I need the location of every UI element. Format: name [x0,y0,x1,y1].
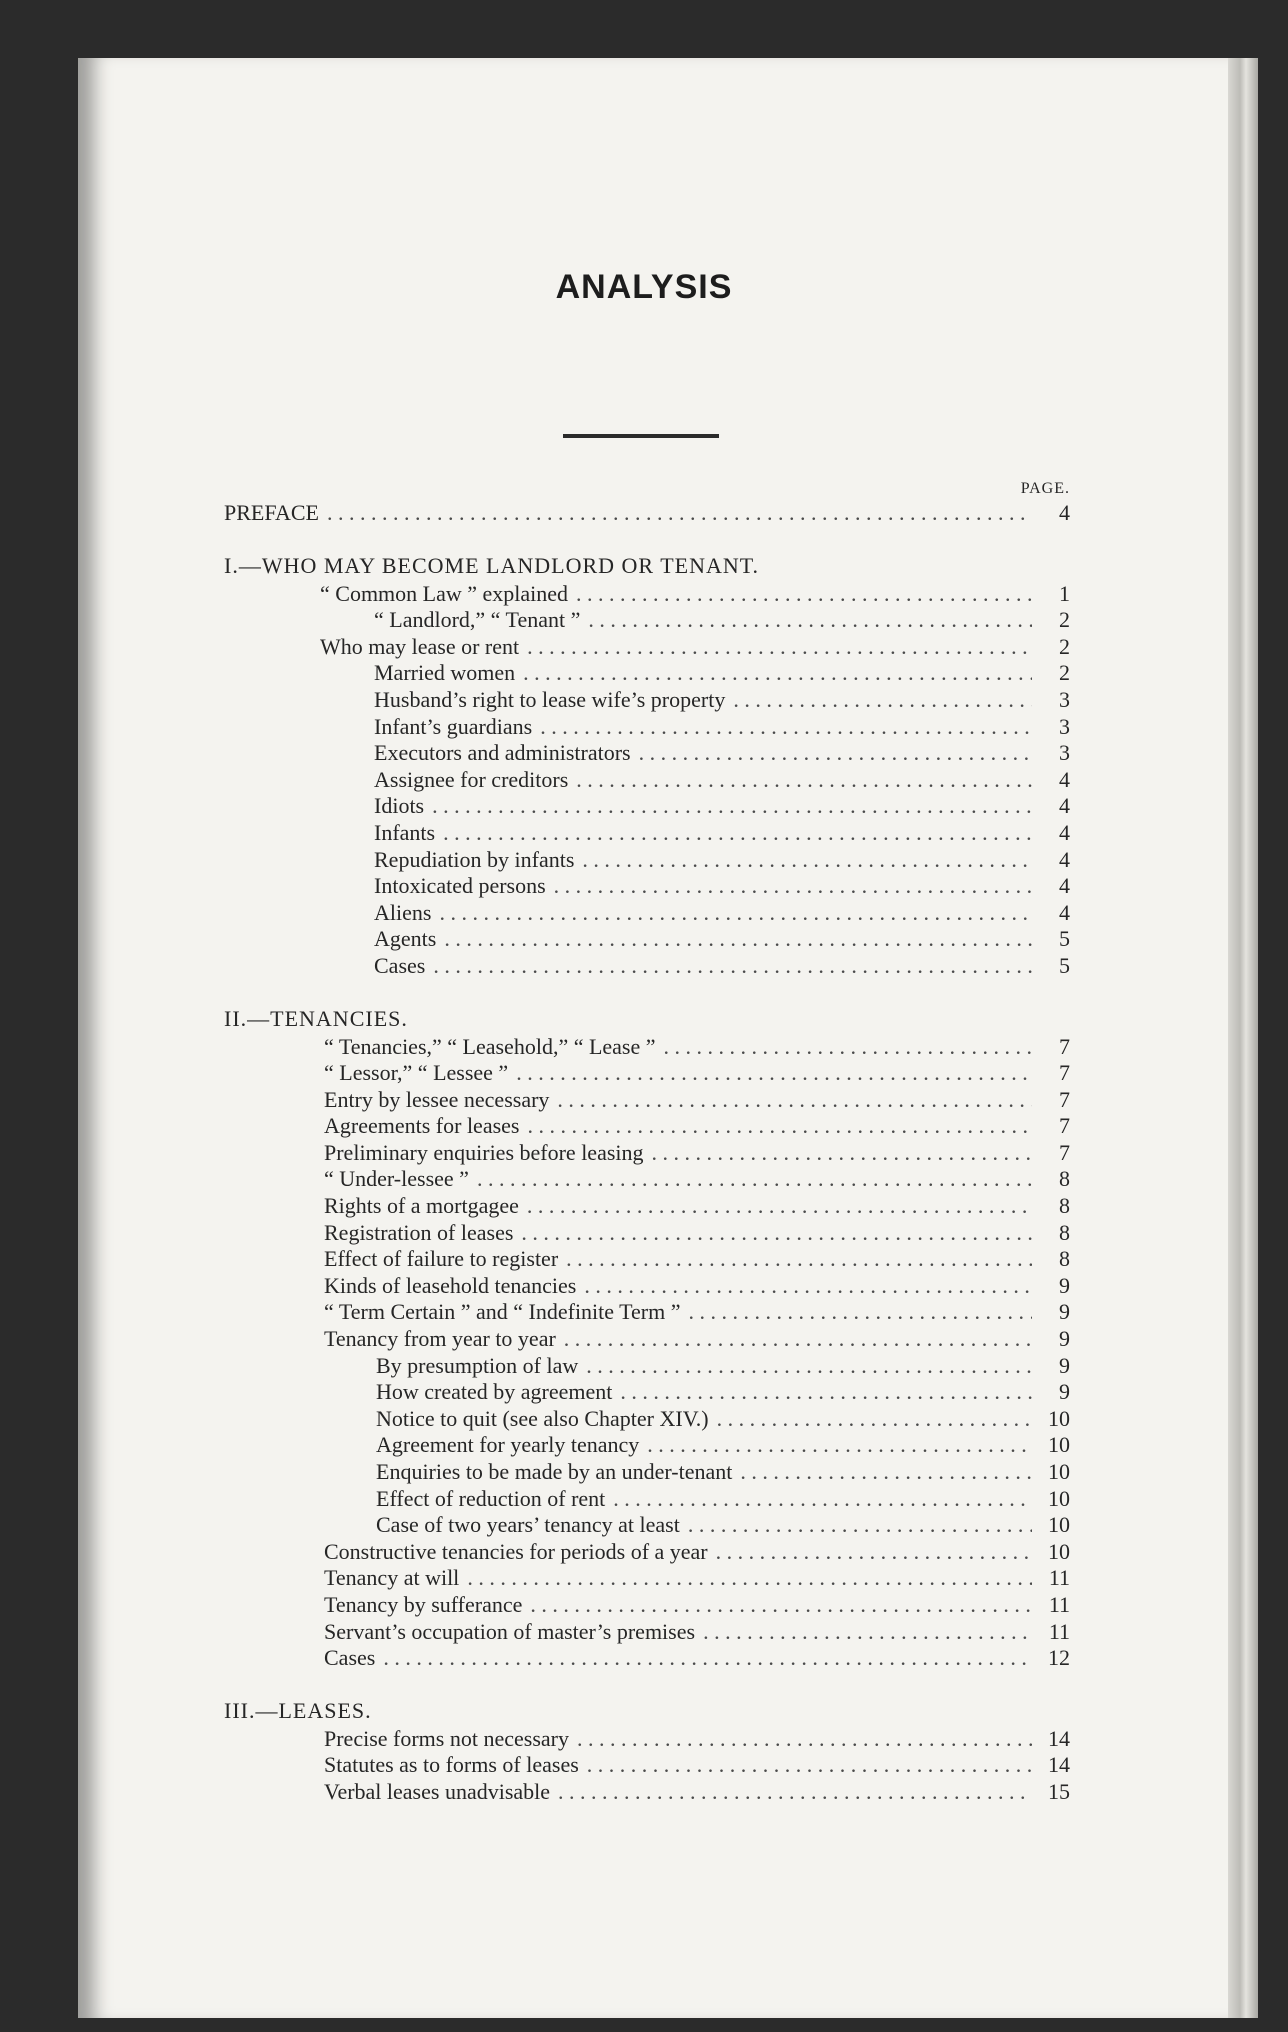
dot-leader [439,900,1032,927]
dot-leader [703,1619,1032,1646]
entry-title: Servant’s occupation of master’s premises [324,1618,696,1644]
dot-leader [523,660,1032,687]
toc-entry [224,1273,1070,1300]
entry-title: Husband’s right to lease wife’s property [374,686,726,712]
toc-entry [224,926,1070,953]
entry-title: “ Common Law ” explained [320,580,569,606]
entry-page: 9 [1059,1272,1070,1298]
dot-leader [557,1087,1032,1114]
entry-page: 3 [1059,713,1070,739]
dot-leader [576,767,1032,794]
toc-entry [224,1299,1070,1326]
dot-leader [521,1220,1032,1247]
section-gap [224,527,1070,551]
dot-leader [576,581,1032,608]
toc-entry [224,1432,1070,1459]
dot-leader [620,1379,1032,1406]
entry-title: Married women [374,660,516,686]
toc-entry [224,1539,1070,1566]
toc-entry [224,1060,1070,1087]
entry-page: 4 [1059,873,1070,899]
entry-page: 7 [1059,1060,1070,1086]
entry-title: Effect of reduction of rent [376,1485,606,1511]
dot-leader [689,1299,1032,1326]
toc-entry [224,1246,1070,1273]
entry-title: Statutes as to forms of leases [324,1752,579,1778]
entry-page: 2 [1059,607,1070,633]
entry-title: Effect of failure to register [324,1246,559,1272]
entry-title: How created by agreement [376,1379,613,1405]
section-gap [224,980,1070,1004]
toc-entry [224,767,1070,794]
entry-title: By presumption of law [376,1352,579,1378]
toc-entry [224,1619,1070,1646]
entry-page: 3 [1059,686,1070,712]
dot-leader [467,1565,1032,1592]
dot-leader [383,1645,1032,1672]
entry-title: Who may lease or rent [320,633,520,659]
entry-title: PREFACE [224,500,319,525]
entry-page: 10 [1048,1432,1070,1458]
page-column-label: PAGE. [1020,480,1070,497]
toc-entry [224,953,1070,980]
section-heading: II.—TENANCIES. [224,1005,408,1031]
toc-entry [224,900,1070,927]
dot-leader [740,1459,1032,1486]
toc-entry [224,1512,1070,1539]
entry-page: 1 [1059,580,1070,606]
entry-page: 12 [1048,1645,1070,1671]
entry-page: 11 [1048,1618,1070,1644]
entry-title: Preliminary enquiries before leasing [324,1139,644,1165]
entry-title: Repudiation by infants [374,846,575,872]
entry-title: “ Tenancies,” “ Leasehold,” “ Lease ” [324,1033,656,1059]
entry-page: 7 [1059,1033,1070,1059]
toc-entry [224,660,1070,687]
toc-entry [224,1592,1070,1619]
entry-page: 7 [1059,1086,1070,1112]
entry-page: 8 [1059,1246,1070,1272]
dot-leader [717,1406,1032,1433]
entry-page: 4 [1059,500,1070,525]
entry-page: 10 [1048,1405,1070,1431]
entry-page: 8 [1059,1219,1070,1245]
toc-entry [224,1034,1070,1061]
entry-page: 2 [1059,633,1070,659]
entry-title: Agreement for yearly tenancy [376,1432,640,1458]
dot-leader [516,1060,1032,1087]
table-of-contents [224,478,1070,1806]
entry-page: 7 [1059,1139,1070,1165]
title-rule [563,434,719,438]
toc-entry [224,1486,1070,1513]
entry-title: Tenancy at will [324,1565,460,1591]
dot-leader [527,1113,1032,1140]
entry-title: Precise forms not necessary [324,1725,569,1751]
entry-title: Constructive tenancies for periods of a year [324,1538,708,1564]
entry-title: Verbal leases unadvisable [324,1778,551,1804]
entry-page: 7 [1059,1113,1070,1139]
toc-entry [224,820,1070,847]
entry-page: 14 [1048,1752,1070,1778]
dot-leader [588,607,1032,634]
entry-title: Rights of a mortgagee [324,1193,519,1219]
entry-title: Tenancy by sufferance [324,1591,523,1617]
toc-entry [224,1140,1070,1167]
entry-page: 9 [1059,1352,1070,1378]
toc-entry [224,1459,1070,1486]
dot-leader [652,1140,1032,1167]
entry-page: 11 [1048,1591,1070,1617]
dot-leader [584,1273,1032,1300]
dot-leader [688,1512,1032,1539]
toc-entry [224,740,1070,767]
toc-entry [224,1379,1070,1406]
entry-page: 9 [1059,1326,1070,1352]
dot-leader [587,1752,1032,1779]
entry-page: 3 [1059,740,1070,766]
entry-page: 4 [1059,899,1070,925]
dot-leader [582,847,1032,874]
entry-title: “ Landlord,” “ Tenant ” [374,607,581,633]
entry-title: Entry by lessee necessary [324,1086,550,1112]
entry-page: 4 [1059,793,1070,819]
entry-title: Aliens [374,899,432,925]
toc-entry [224,1645,1070,1672]
toc-entry [224,793,1070,820]
dot-leader [558,1779,1032,1806]
entry-title: “ Term Certain ” and “ Indefinite Term ” [324,1299,681,1325]
toc-entry [224,634,1070,661]
entry-page: 10 [1048,1538,1070,1564]
dot-leader [586,1353,1032,1380]
entry-title: Agreements for leases [324,1113,520,1139]
entry-page: 4 [1059,846,1070,872]
entry-page: 4 [1059,766,1070,792]
toc-entry [224,1087,1070,1114]
section-gap [224,1672,1070,1696]
dot-leader [647,1432,1032,1459]
entry-page: 10 [1048,1485,1070,1511]
toc-entry [224,1220,1070,1247]
dot-leader [443,820,1032,847]
dot-leader [664,1034,1032,1061]
dot-leader [577,1726,1032,1753]
entry-page: 14 [1048,1725,1070,1751]
entry-page: 9 [1059,1379,1070,1405]
dot-leader [716,1539,1032,1566]
entry-title: Idiots [374,793,425,819]
toc-entry [224,847,1070,874]
entry-title: “ Lessor,” “ Lessee ” [324,1060,509,1086]
toc-entry [224,581,1070,608]
dot-leader [432,793,1032,820]
dot-leader [566,1246,1032,1273]
entry-title: Cases [324,1645,376,1671]
toc-entry [224,1326,1070,1353]
toc-entry [224,1353,1070,1380]
toc-entry [224,873,1070,900]
dot-leader [527,634,1032,661]
toc-sections [224,527,1070,1806]
dot-leader [527,1193,1032,1220]
dot-leader [564,1326,1032,1353]
entry-title: Executors and administrators [374,740,631,766]
dot-leader [540,714,1032,741]
toc-entry [224,1406,1070,1433]
entry-title: “ Under-lessee ” [324,1166,469,1192]
entry-title: Notice to quit (see also Chapter XIV.) [376,1405,709,1431]
entry-title: Kinds of leasehold tenancies [324,1272,577,1298]
entry-title: Infant’s guardians [374,713,533,739]
toc-entry [224,1113,1070,1140]
toc-entry [224,687,1070,714]
entry-title: Case of two years’ tenancy at least [376,1512,680,1538]
dot-leader [327,500,1032,527]
entry-title: Infants [374,819,436,845]
entry-title: Registration of leases [324,1219,514,1245]
section-heading: I.—WHO MAY BECOME LANDLORD OR TENANT. [224,552,760,578]
entry-title: Enquiries to be made by an under-tenant [376,1459,733,1484]
entry-page: 10 [1048,1512,1070,1538]
page-edge [1228,58,1258,2018]
toc-entry [224,607,1070,634]
toc-entry [224,1166,1070,1193]
entry-page: 5 [1059,952,1070,978]
toc-entry [224,1726,1070,1753]
toc-entry [224,1779,1070,1806]
entry-title: Agents [374,926,437,952]
entry-page: 2 [1059,660,1070,686]
entry-title: Intoxicated persons [374,873,546,899]
toc-entry [224,1565,1070,1592]
dot-leader [613,1486,1032,1513]
entry-page: 15 [1048,1778,1070,1804]
dot-leader [639,740,1032,767]
dot-leader [554,873,1032,900]
section-heading: III.—LEASES. [224,1697,372,1723]
toc-entry [224,1193,1070,1220]
entry-page: 8 [1059,1193,1070,1219]
entry-title: Cases [374,952,426,978]
entry-page: 4 [1059,819,1070,845]
entry-page: 10 [1048,1459,1070,1484]
dot-leader [444,926,1032,953]
dot-leader [733,687,1032,714]
entry-title: Assignee for creditors [374,766,569,792]
entry-page: 9 [1059,1299,1070,1325]
toc-entry-preface [224,500,1070,527]
dot-leader [433,953,1032,980]
dot-leader [477,1166,1032,1193]
entry-page: 11 [1048,1565,1070,1591]
toc-entry [224,1752,1070,1779]
toc-entry [224,714,1070,741]
dot-leader [530,1592,1032,1619]
entry-title: Tenancy from year to year [324,1326,556,1352]
entry-page: 8 [1059,1166,1070,1192]
entry-page: 5 [1059,926,1070,952]
page-title: ANALYSIS [555,268,733,306]
